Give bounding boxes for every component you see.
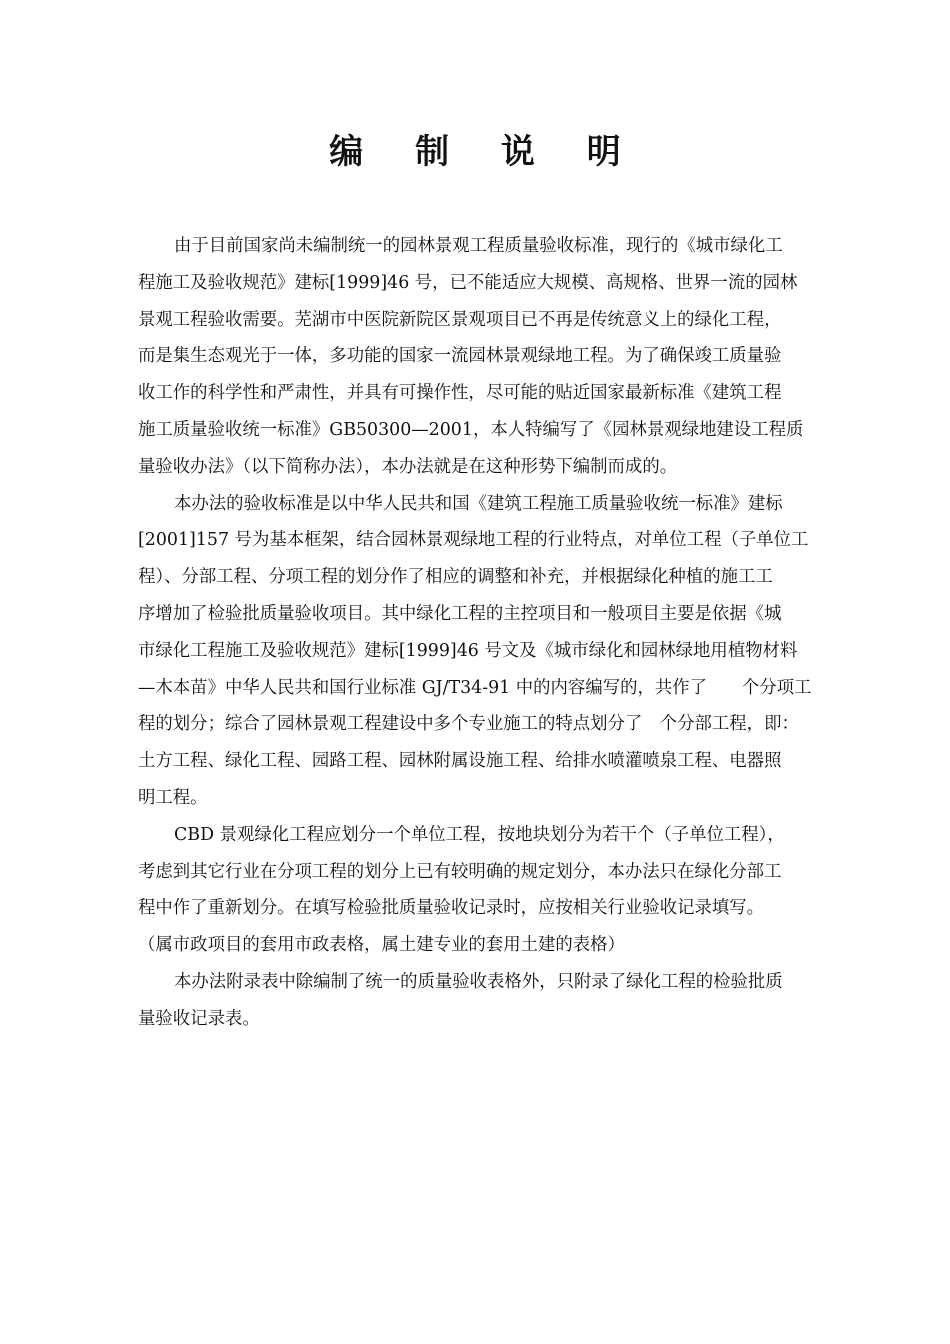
paragraph-line: [2001]157 号为基本框架，结合园林景观绿地工程的行业特点，对单位工程（子单位工 [138, 530, 809, 551]
paragraph-line: 土方工程、绿化工程、园路工程、园林附属设施工程、给排水喷灌喷泉工程、电器照 [138, 751, 782, 772]
document-body [138, 228, 860, 1038]
paragraph-line: 本办法附录表中除编制了统一的质量验收表格外，只附录了绿化工程的检验批质 [174, 971, 783, 992]
paragraph-line: 程）、分部工程、分项工程的划分作了相应的调整和补充，并根据绿化种植的施工工 [138, 567, 773, 588]
paragraph-line: 量验收办法》（以下简称办法），本办法就是在这种形势下编制而成的。 [138, 456, 678, 477]
paragraph-line: 明工程。 [138, 787, 208, 808]
paragraph-line: 而是集生态观光于一体，多功能的国家一流园林景观绿地工程。为了确保竣工质量验 [138, 346, 782, 367]
paragraph-line: （属市政项目的套用市政表格，属土建专业的套用土建的表格） [138, 935, 625, 956]
paragraph-2 [138, 486, 860, 817]
paragraph-line: 程施工及验收规范》建标[1999]46 号，已不能适应大规模、高规格、世界一流的园林 [138, 272, 798, 293]
paragraph-line: 程中作了重新划分。在填写检验批质量验收记录时，应按相关行业验收记录填写。 [138, 898, 765, 919]
paragraph-3 [138, 817, 860, 964]
paragraph-line: 考虑到其它行业在分项工程的划分上已有较明确的规定划分，本办法只在绿化分部工 [138, 861, 782, 882]
page-title: 编 制 说 明 [329, 132, 641, 172]
paragraph-4 [138, 964, 860, 1038]
paragraph-line: 由于目前国家尚未编制统一的园林景观工程质量验收标准，现行的《城市绿化工 [174, 236, 783, 256]
paragraph-line: 施工质量验收统一标准》GB50300—2001，本人特编写了《园林景观绿地建设工程质 [138, 419, 804, 440]
paragraph-line: 市绿化工程施工及验收规范》建标[1999]46 号文及《城市绿化和园林绿地用植物材料 [138, 640, 798, 661]
paragraph-line: CBD 景观绿化工程应划分一个单位工程，按地块划分为若干个（子单位工程）， [174, 824, 785, 845]
paragraph-1 [138, 228, 860, 486]
paragraph-line: 程的划分；综合了园林景观工程建设中多个专业施工的特点划分了 个分部工程，即： [138, 714, 799, 735]
paragraph-line: 量验收记录表。 [138, 1008, 260, 1029]
paragraph-line: 收工作的科学性和严肃性，并具有可操作性，尽可能的贴近国家最新标准《建筑工程 [138, 383, 782, 404]
paragraph-line: 序增加了检验批质量验收项目。其中绿化工程的主控项目和一般项目主要是依据《城 [138, 603, 782, 624]
paragraph-line: —木本苗》中华人民共和国行业标准 GJ/T34-91 中的内容编写的，共作了 个分项工 [138, 677, 812, 698]
paragraph-line: 本办法的验收标准是以中华人民共和国《建筑工程施工质量验收统一标准》建标 [174, 493, 783, 514]
paragraph-line: 景观工程验收需要。芜湖市中医院新院区景观项目已不再是传统意义上的绿化工程， [138, 309, 782, 330]
